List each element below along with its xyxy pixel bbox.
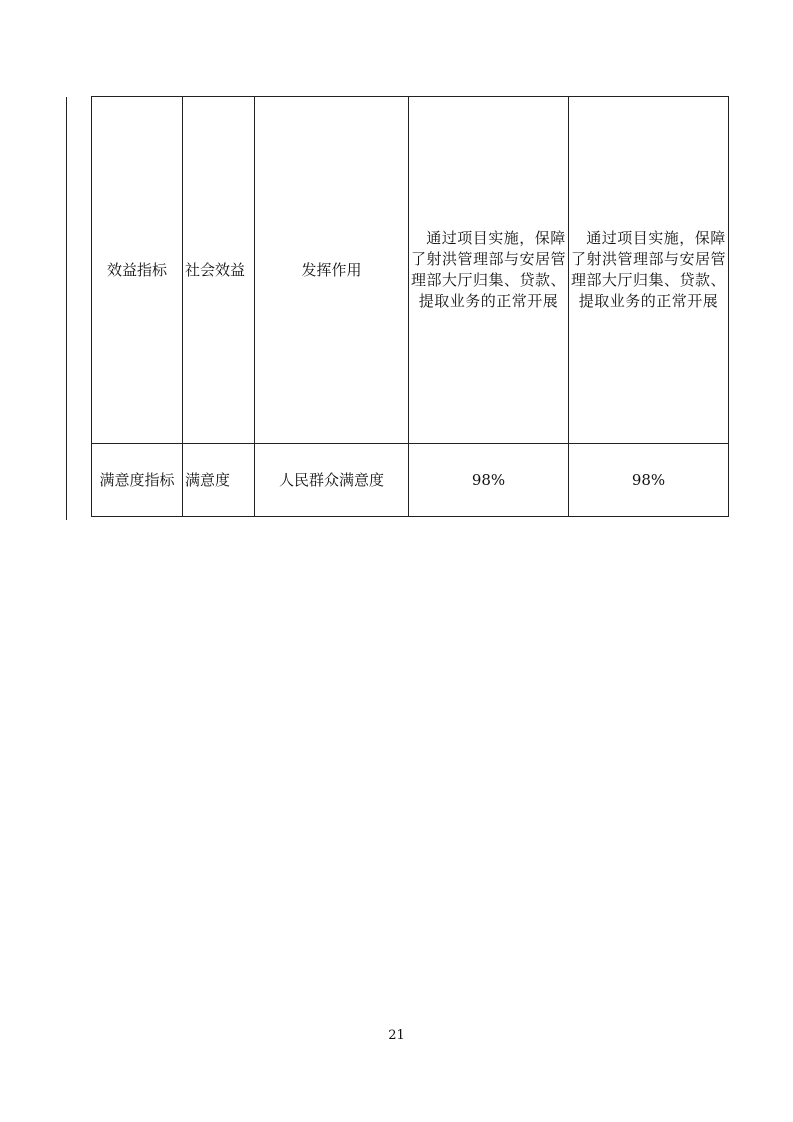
cell-target-value: 通过项目实施，保障了射洪管理部与安居管理部大厅归集、贷款、提取业务的正常开展 (409, 97, 569, 444)
cell-level1-indicator: 满意度指标 (92, 444, 183, 517)
cell-level3-indicator: 发挥作用 (255, 97, 409, 444)
page-number: 21 (388, 1028, 405, 1043)
performance-indicator-table (91, 96, 729, 517)
table-row (92, 97, 729, 444)
cell-level2-indicator: 满意度 (183, 444, 255, 517)
cell-target-value: 98% (409, 444, 569, 517)
cell-actual-value: 98% (569, 444, 729, 517)
table-row (92, 444, 729, 517)
cell-level3-indicator: 人民群众满意度 (255, 444, 409, 517)
cell-actual-value: 通过项目实施，保障了射洪管理部与安居管理部大厅归集、贷款、提取业务的正常开展 (569, 97, 729, 444)
cell-level2-indicator: 社会效益 (183, 97, 255, 444)
left-margin-rule (66, 97, 67, 520)
cell-level1-indicator: 效益指标 (92, 97, 183, 444)
